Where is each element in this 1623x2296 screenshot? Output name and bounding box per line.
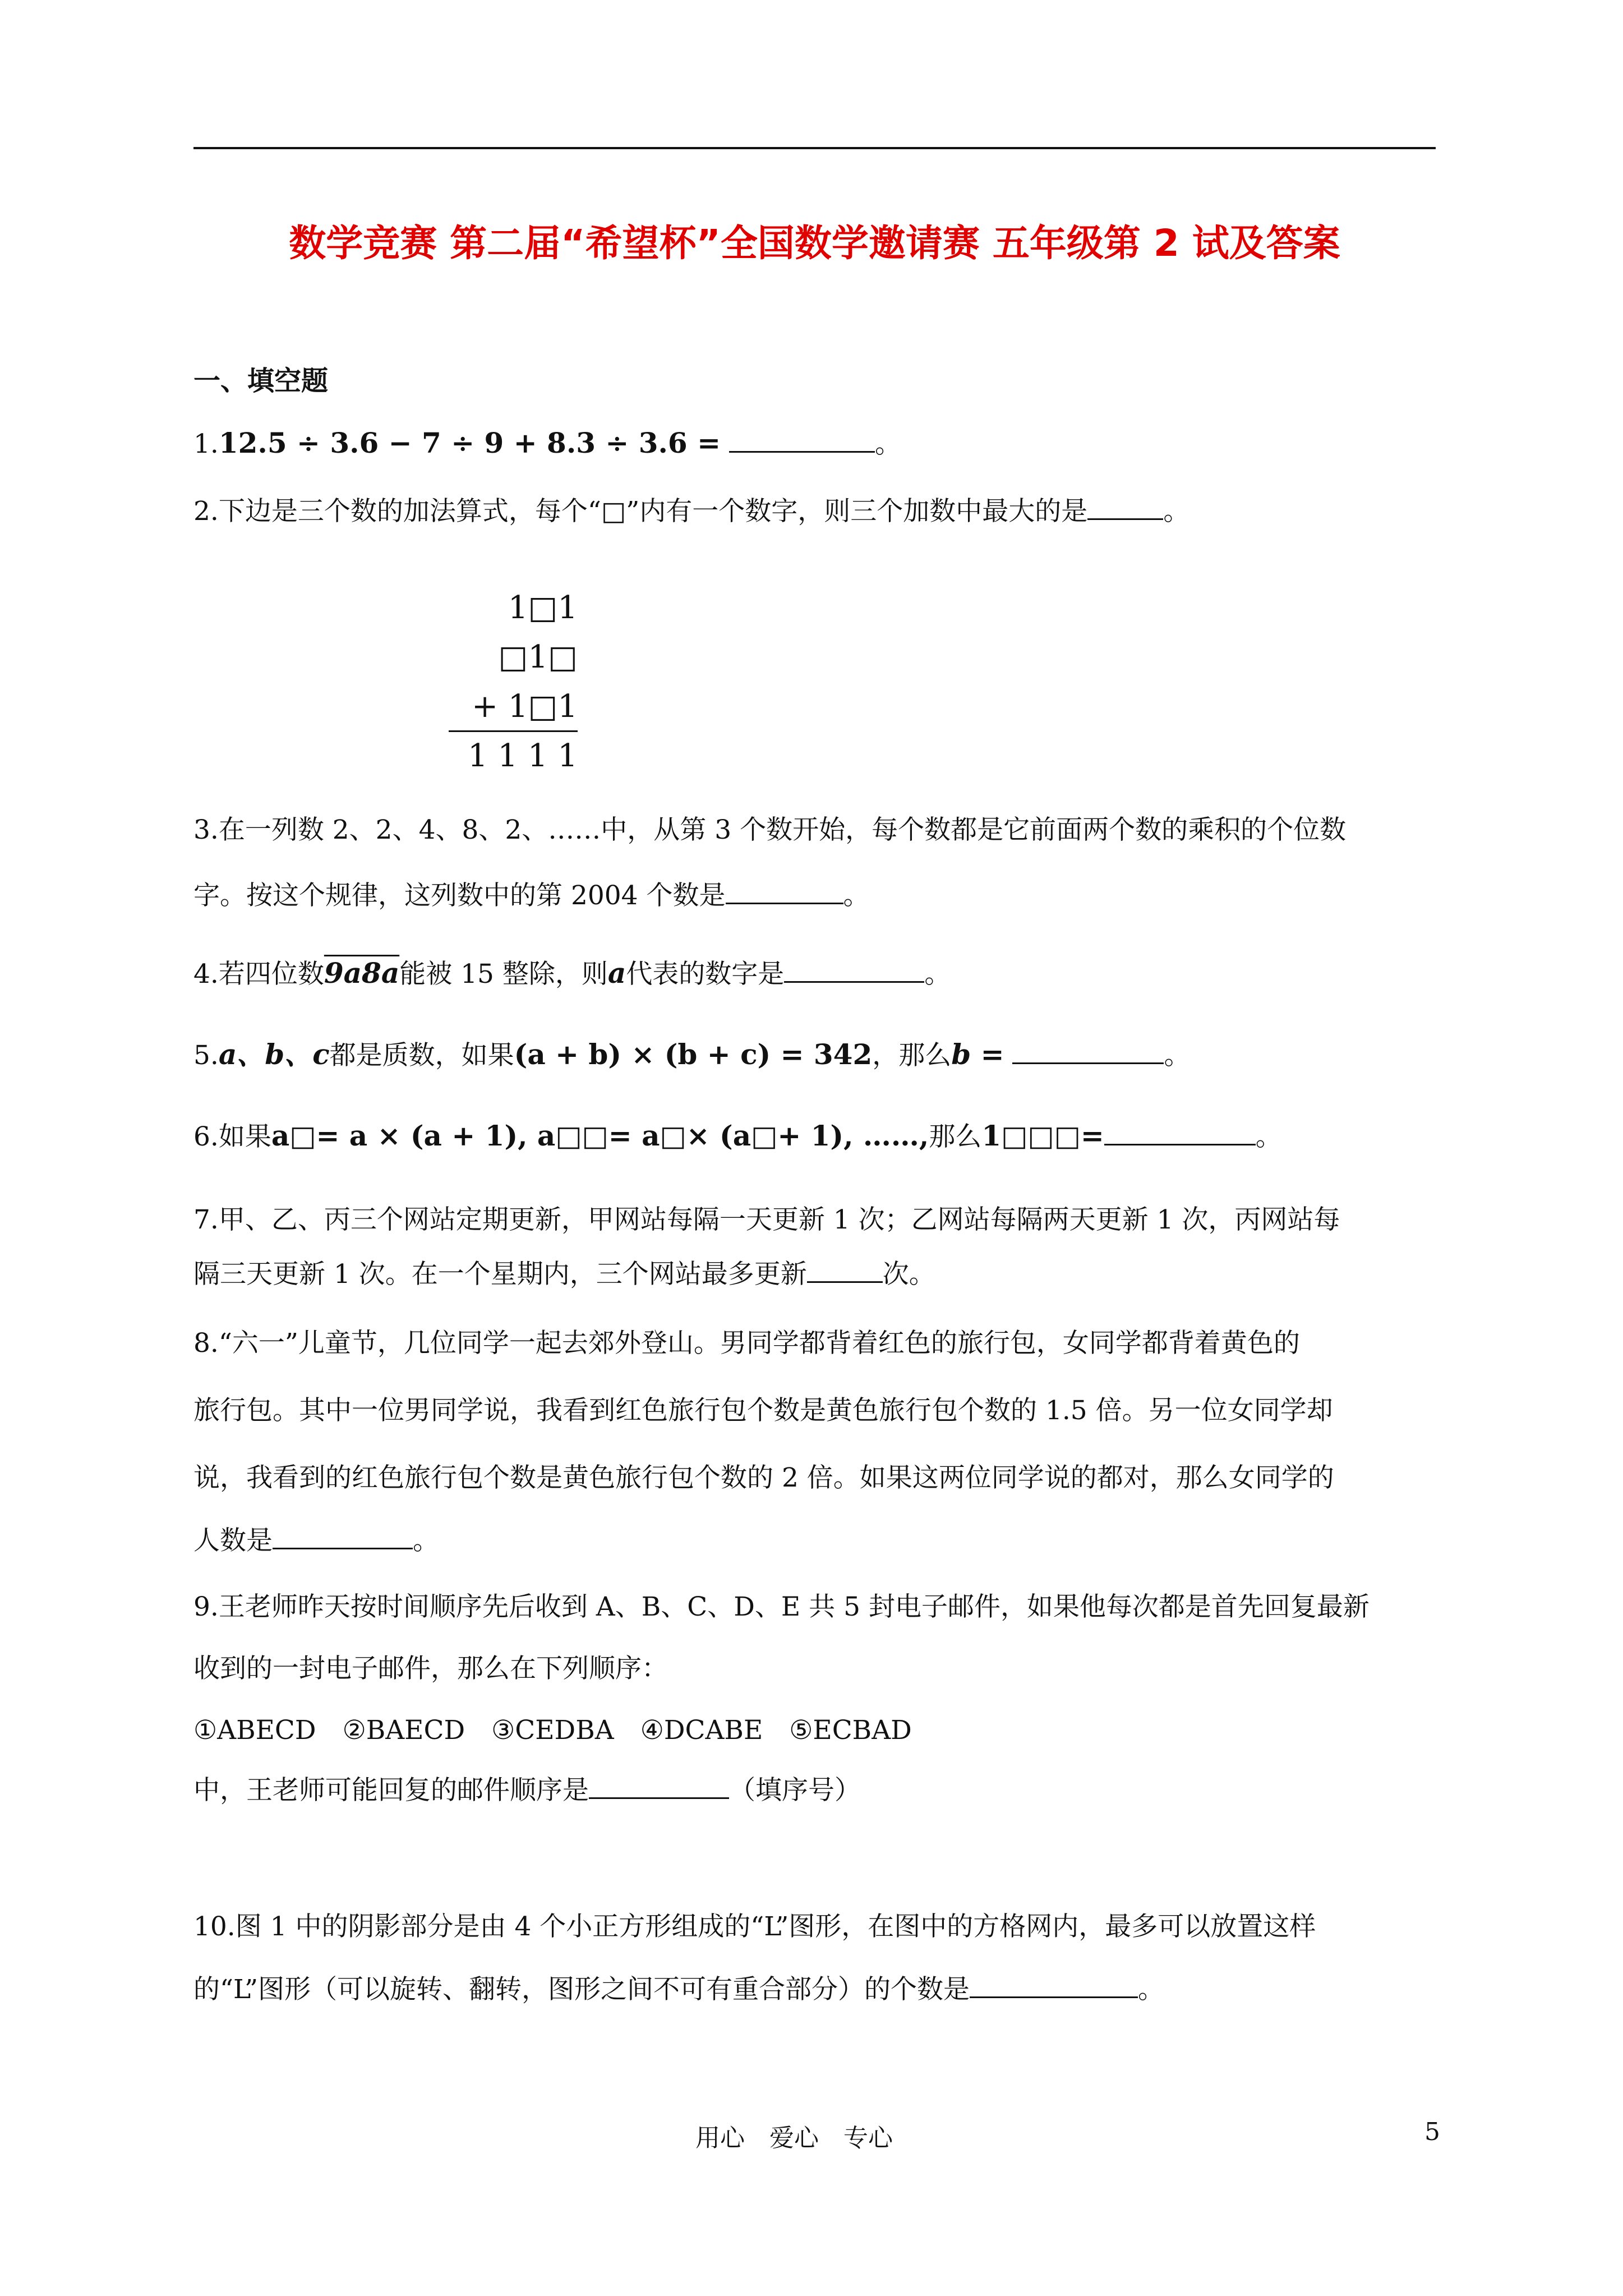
question-9-line-1: 9.王老师昨天按时间顺序先后收到 A、B、C、D、E 共 5 封电子邮件，如果他每次都是首先回复最新 xyxy=(193,1591,1370,1622)
section-heading: 一、填空题 xyxy=(193,365,329,397)
question-3-end: 。 xyxy=(843,880,870,911)
question-1-end: 。 xyxy=(874,429,901,459)
question-8-line-1: 8.“六一”儿童节，几位同学一起去郊外登山。男同学都背着红色的旅行包，女同学都背着黄色的 xyxy=(193,1328,1300,1359)
page-number: 5 xyxy=(1424,2118,1440,2146)
addend-1: 1□1 xyxy=(508,590,578,626)
addend-2: □1□ xyxy=(498,639,578,675)
answer-blank-10[interactable] xyxy=(970,1972,1138,1998)
question-8-end: 。 xyxy=(413,1525,439,1556)
question-2 xyxy=(193,494,1189,528)
question-1 xyxy=(193,426,901,461)
answer-blank-6[interactable] xyxy=(1104,1119,1256,1145)
header-rule xyxy=(193,147,1436,149)
question-3-text: 字。按这个规律，这列数中的第 2004 个数是 xyxy=(193,880,726,911)
question-8-line-2: 旅行包。其中一位男同学说，我看到红色旅行包个数是黄色旅行包个数的 1.5 倍。另一位女同学却 xyxy=(193,1395,1333,1426)
question-7-line-1: 7.甲、乙、丙三个网站定期更新，甲网站每隔一天更新 1 次；乙网站每隔两天更新 1 次，丙网站每 xyxy=(193,1204,1340,1235)
answer-blank-7[interactable] xyxy=(807,1257,883,1283)
question-5-mid: 都是质数，如果 xyxy=(329,1040,514,1071)
question-10-end: 。 xyxy=(1138,1974,1164,2005)
addend-3: + 1□1 xyxy=(472,688,578,725)
question-1-number: 1. xyxy=(193,429,219,459)
question-8-line-3: 说，我看到的红色旅行包个数是黄色旅行包个数的 2 倍。如果这两位同学说的都对，那么女同学的 xyxy=(193,1462,1334,1493)
question-9-line-2: 收到的一封电子邮件，那么在下列顺序： xyxy=(193,1653,668,1684)
question-6 xyxy=(193,1119,1282,1154)
question-5-ask: b = xyxy=(951,1038,1004,1071)
page-title: 数学竞赛 第二届“希望杯”全国数学邀请赛 五年级第 2 试及答案 xyxy=(289,222,1340,265)
question-5-variables: a、b、c xyxy=(218,1038,330,1071)
question-8-line-4 xyxy=(193,1523,439,1558)
question-1-expression: 12.5 ÷ 3.6 − 7 ÷ 9 + 8.3 ÷ 3.6 = xyxy=(218,426,721,459)
answer-blank-9[interactable] xyxy=(589,1773,729,1799)
answer-blank-4[interactable] xyxy=(784,956,924,983)
question-4-post: 代表的数字是 xyxy=(626,959,785,990)
addition-puzzle xyxy=(449,583,578,781)
question-4-mid: 能被 15 整除，则 xyxy=(399,959,608,990)
question-10-text: 的“L”图形（可以旋转、翻转，图形之间不可有重合部分）的个数是 xyxy=(193,1974,970,2005)
answer-blank-2[interactable] xyxy=(1087,494,1163,520)
sum-result: 1 1 1 1 xyxy=(468,738,578,774)
question-4 xyxy=(193,956,951,991)
answer-blank-3[interactable] xyxy=(726,878,843,904)
question-5-comma: ，那么 xyxy=(872,1040,952,1071)
question-6-mid: 那么 xyxy=(929,1121,982,1152)
question-7-text: 隔三天更新 1 次。在一个星期内，三个网站最多更新 xyxy=(193,1259,807,1290)
four-digit-number: 9a8a xyxy=(324,956,400,990)
answer-blank-8[interactable] xyxy=(273,1523,413,1549)
question-3-line-1: 3.在一列数 2、2、4、8、2、……中，从第 3 个数开始，每个数都是它前面两个数的乘积的个位数 xyxy=(193,815,1347,845)
question-9-options: ①ABECD ②BAECD ③CEDBA ④DCABE ⑤ECBAD xyxy=(193,1715,912,1746)
question-3-line-2 xyxy=(193,878,870,913)
variable-a: a xyxy=(607,956,626,990)
sum-line xyxy=(449,730,578,732)
question-6-expression: a□= a × (a + 1), a□□= a□× (a□+ 1), ……, xyxy=(271,1119,929,1152)
question-5-number: 5. xyxy=(193,1040,219,1071)
question-6-pre: 6.如果 xyxy=(193,1121,271,1152)
question-2-text: 2.下边是三个数的加法算式，每个“□”内有一个数字，则三个加数中最大的是 xyxy=(193,496,1088,527)
question-9-end: （填序号） xyxy=(729,1775,861,1806)
question-2-end: 。 xyxy=(1163,496,1190,527)
answer-blank-1[interactable] xyxy=(729,426,875,453)
question-5 xyxy=(193,1038,1190,1073)
question-10-line-1: 10.图 1 中的阴影部分是由 4 个小正方形组成的“L”图形，在图中的方格网内，最多可以放置这样 xyxy=(193,1911,1316,1942)
question-8-text: 人数是 xyxy=(193,1525,273,1556)
question-4-end: 。 xyxy=(924,959,951,990)
question-10-line-2 xyxy=(193,1972,1164,2007)
question-5-end: 。 xyxy=(1164,1040,1191,1071)
question-5-expression: (a + b) × (b + c) = 342 xyxy=(514,1038,873,1071)
footer-motto: 用心 爱心 专心 xyxy=(695,2124,893,2152)
question-9-line-4 xyxy=(193,1773,861,1807)
question-7-end: 次。 xyxy=(882,1259,935,1290)
question-4-pre: 4.若四位数 xyxy=(193,959,324,990)
question-6-end: 。 xyxy=(1255,1121,1282,1152)
question-7-line-2 xyxy=(193,1257,935,1291)
answer-blank-5[interactable] xyxy=(1012,1038,1164,1064)
question-6-ask: 1□□□= xyxy=(981,1119,1104,1152)
question-9-text: 中，王老师可能回复的邮件顺序是 xyxy=(193,1775,589,1806)
